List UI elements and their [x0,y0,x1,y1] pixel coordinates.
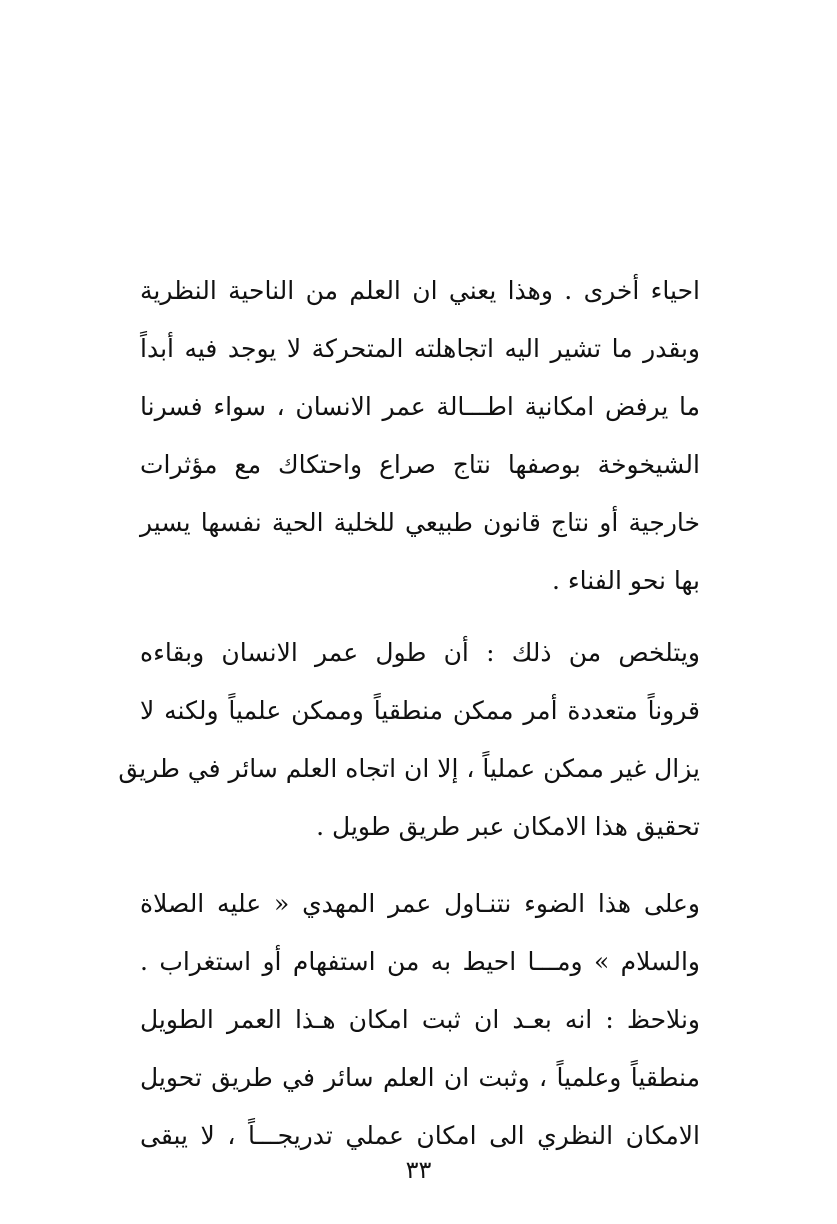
paragraph-3-line-2: والسلام » ومـــا احيط به من استفهام أو استغراب . [140,947,700,976]
paragraph-1-line-3: ما يرفض امكانية اطـــالة عمر الانسان ، سواء فسرنا [140,392,700,421]
paragraph-3-line-3: ونلاحظ : انه بعـد ان ثبت امكان هـذا العمر الطويل [140,1005,700,1034]
paragraph-2-line-3: يزال غير ممكن عملياً ، إلا ان اتجاه العلم سائر في طريق [118,754,700,783]
paragraph-2-line-2: قروناً متعددة أمر ممكن منطقياً وممكن علمياً ولكنه لا [140,696,700,725]
paragraph-1-line-5: خارجية أو نتاج قانون طبيعي للخلية الحية نفسها يسير [140,508,700,537]
paragraph-2 [118,624,700,856]
paragraph-1-line-4: الشيخوخة بوصفها نتاج صراع واحتكاك مع مؤثرات [140,450,700,479]
paragraph-3-line-1: وعلى هذا الضوء نتنـاول عمر المهدي « عليه الصلاة [140,889,700,918]
paragraph-2-line-4: تحقيق هذا الامكان عبر طريق طويل . [316,812,700,841]
paragraph-2-line-1: ويتلخص من ذلك : أن طول عمر الانسان وبقاءه [140,638,700,667]
paragraph-1 [140,262,700,610]
page-number: ٣٣ [405,1156,432,1184]
paragraph-3-line-4: منطقياً وعلمياً ، وثبت ان العلم سائر في طريق تحويل [140,1063,700,1092]
paragraph-3 [140,875,700,1165]
paragraph-1-line-1: احياء أخرى . وهذا يعني ان العلم من الناحية النظرية [140,276,700,305]
paragraph-1-line-2: وبقدر ما تشير اليه اتجاهلته المتحركة لا يوجد فيه أبداً [140,334,700,363]
paragraph-1-line-6: بها نحو الفناء . [551,566,700,595]
paragraph-3-line-5: الامكان النظري الى امكان عملي تدريجـــاً ، لا يبقى [140,1121,700,1150]
